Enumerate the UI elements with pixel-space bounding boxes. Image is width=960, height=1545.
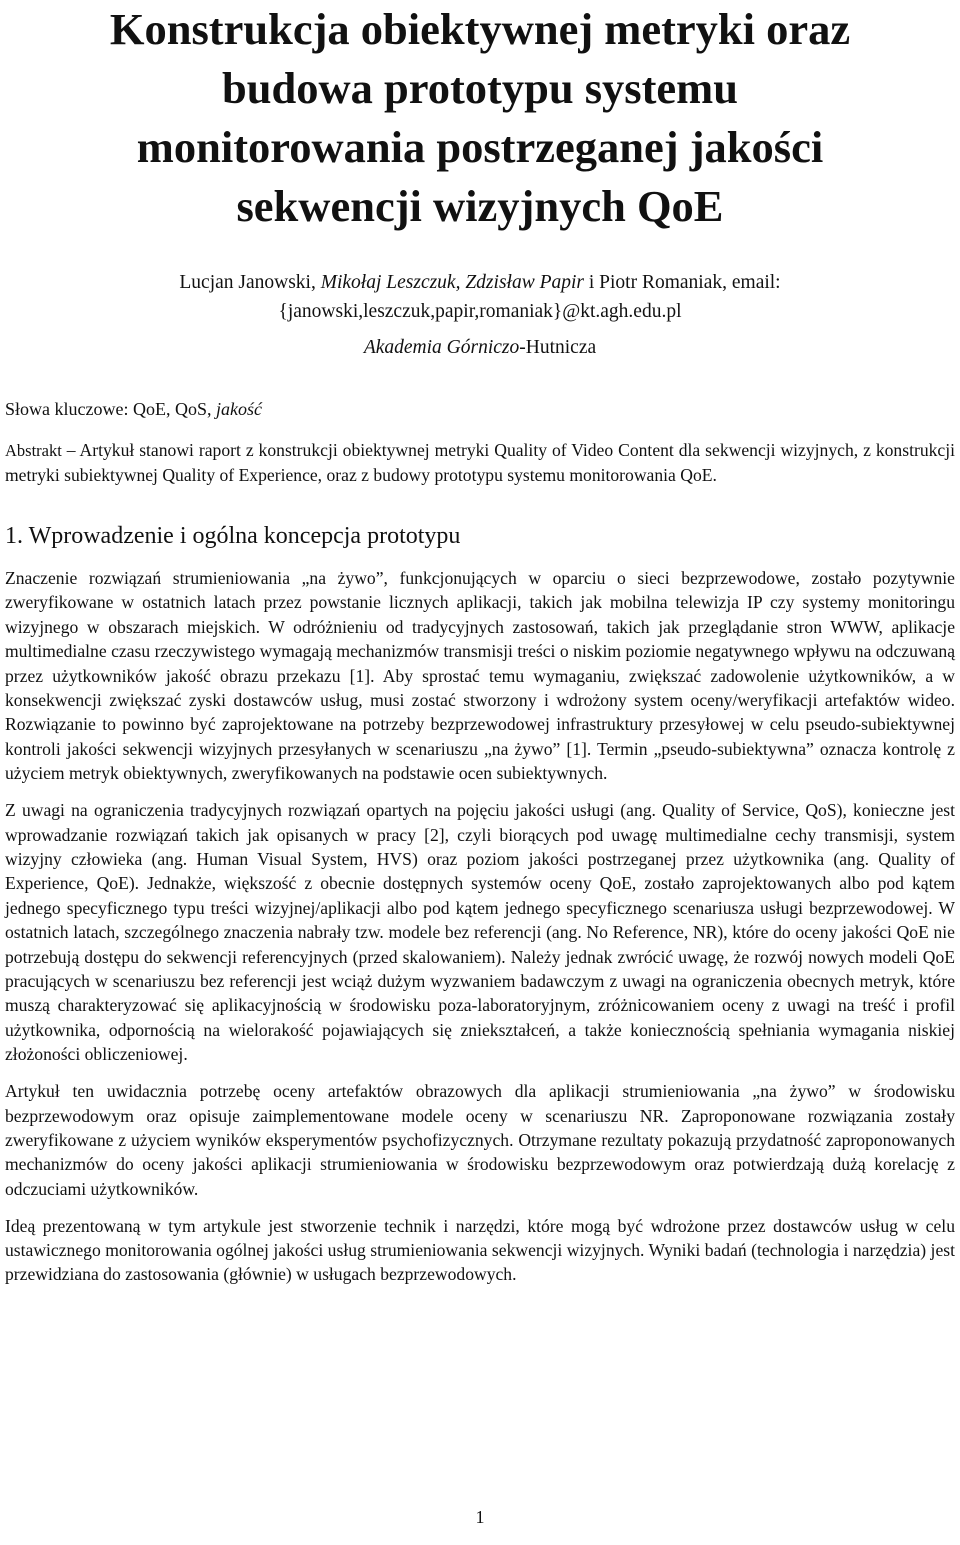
affiliation xyxy=(0,333,960,362)
abstract-label: Abstrakt xyxy=(5,441,62,460)
author-email: {janowski,leszczuk,papir,romaniak}@kt.agh.edu.pl xyxy=(278,301,682,322)
body-paragraph: Znaczenie rozwiązań strumieniowania „na żywo”, funkcjonujących w oparciu o sieci bezprzewodowe, zostało pozytywnie zweryfikowane w ostatnich latach przez powstanie licznych aplikacji, takich jak mobilna telewizja IP czy systemy monitoringu wizyjnego w obszarach miejskich. W odróżnieniu od tradycyjnych zastosowań, takich jak przeglądanie stron WWW, aplikacje multimedialne czasu rzeczywistego wymagają mechanizmów transmisji treści o niskim poziomie negatywnego wpływu na odczuwaną przez użytkowników jakość obrazu przekazu [1]. Aby sprostać temu wymaganiu, zwiększać zadowolenie użytkowników, a w konsekwencji zwiększać zyski dostawców usług, musi zostać stworzony i wdrożony system oceny/weryfikacji artefaktów wideo. Rozwiązanie to powinno być zaprojektowane na potrzeby bezprzewodowej infrastruktury przesyłowej w celu pseudo-subiektywnej kontroli jakości sekwencji wizyjnych przesyłanych w scenariuszu „na żywo” [1]. Termin „pseudo-subiektywna” oznacza kontrolę z użyciem metryk obiektywnych, zweryfikowanych na podstawie ocen subiektywnych. xyxy=(5,568,955,784)
title-line: Konstrukcja obiektywnej metryki oraz xyxy=(109,4,851,54)
section-heading: 1. Wprowadzenie i ogólna koncepcja prototypu xyxy=(5,523,461,549)
keywords xyxy=(5,396,262,422)
keywords-prefix: Słowa kluczowe: QoE, QoS, xyxy=(5,399,216,419)
affiliation-part: Hutnicza xyxy=(525,337,597,358)
author-names-line xyxy=(0,268,960,297)
title-line: sekwencji wizyjnych QoE xyxy=(236,181,724,231)
body-paragraph: Ideą prezentowaną w tym artykule jest stworzenie technik i narzędzi, które mogą być wdrożone przez dostawców usług w celu ustawicznego monitorowania ogólnej jakości usług strumieniowania sekwencji wizyjnych. Wyniki badań (technologia i narzędzia) jest przewidziana do zastosowania (głównie) w usługach bezprzewodowych. xyxy=(5,1215,955,1285)
title-line: monitorowania postrzeganej jakości xyxy=(136,122,824,172)
body-paragraph: Artykuł ten uwidacznia potrzebę oceny artefaktów obrazowych dla aplikacji strumieniowania „na żywo” w środowisku bezprzewodowym oraz opisuje zaimplementowane modele oceny w scenariuszu NR. Zaproponowane rozwiązania zostały zweryfikowane z użyciem wyników eksperymentów psychofizycznych. Otrzymane rezultaty pokazują przydatność zaproponowanych mechanizmów do oceny jakości aplikacji strumieniowania w środowisku bezprzewodowym oraz potwierdzają dużą korelację z odczuciami użytkowników. xyxy=(5,1081,955,1199)
author-name: i Piotr Romaniak, email: xyxy=(584,272,781,293)
author-name: Lucjan Janowski, xyxy=(179,272,321,293)
page-number: 1 xyxy=(475,1507,485,1527)
keyword-italic: jakość xyxy=(215,399,262,419)
paper-title xyxy=(0,0,960,236)
affiliation-part-italic: Akademia Górniczo- xyxy=(363,337,526,358)
author-names-italic: Mikołaj Leszczuk, Zdzisław Papir xyxy=(320,272,584,293)
title-line: budowa prototypu systemu xyxy=(222,63,738,113)
section-body xyxy=(5,566,955,1299)
abstract-text: – Artykuł stanowi raport z konstrukcji obiektywnej metryki Quality of Video Content dla sekwencji wizyjnych, z konstrukcji metryki subiektywnej Quality of Experience, oraz z budowy prototypu systemu monitorowania QoE. xyxy=(5,440,955,486)
body-paragraph: Z uwagi na ograniczenia tradycyjnych rozwiązań opartych na pojęciu jakości usługi (ang. Quality of Service, QoS), konieczne jest wprowadzanie rozwiązań takich jak opisanych w pracy [2], czyli biorących pod uwagę multimedialne cechy transmisji, system wizyjny człowieka (ang. Human Visual System, HVS) oraz poziom jakości postrzeganej przez użytkownika (ang. Quality of Experience, QoE). Jednakże, większość z obecnie dostępnych systemów oceny QoE, zostało zaprojektowanych albo pod kątem jednego specyficznego typu treści wizyjnej/aplikacji albo pod kątem jednego specyficznego scenariusza usługi bezprzewodowej. W ostatnich latach, szczególnego znaczenia nabrały tzw. modele bez referencji (ang. No Reference, NR), które do oceny jakości QoE nie potrzebują dostępu do sekwencji referencyjnych (przed skalowaniem). Należy jednak zwrócić uwagę, że rozwój nowych modeli QoE pracujących w scenariuszu bez referencji jest wciąż dużym wyzwaniem badawczym z uwagi na ograniczenia obecnych metryk, które muszą charakteryzować się aplikacyjnością w środowisku poza-laboratoryjnym, zróżnicowaniem oceny z uwagi na treść i profil użytkownika, odpornością na wielorakość pojawiających się zniekształceń, a także koniecznością spełniania wymagania niskiej złożoności obliczeniowej. xyxy=(5,800,955,1065)
abstract xyxy=(5,438,955,488)
author-list xyxy=(0,268,960,326)
